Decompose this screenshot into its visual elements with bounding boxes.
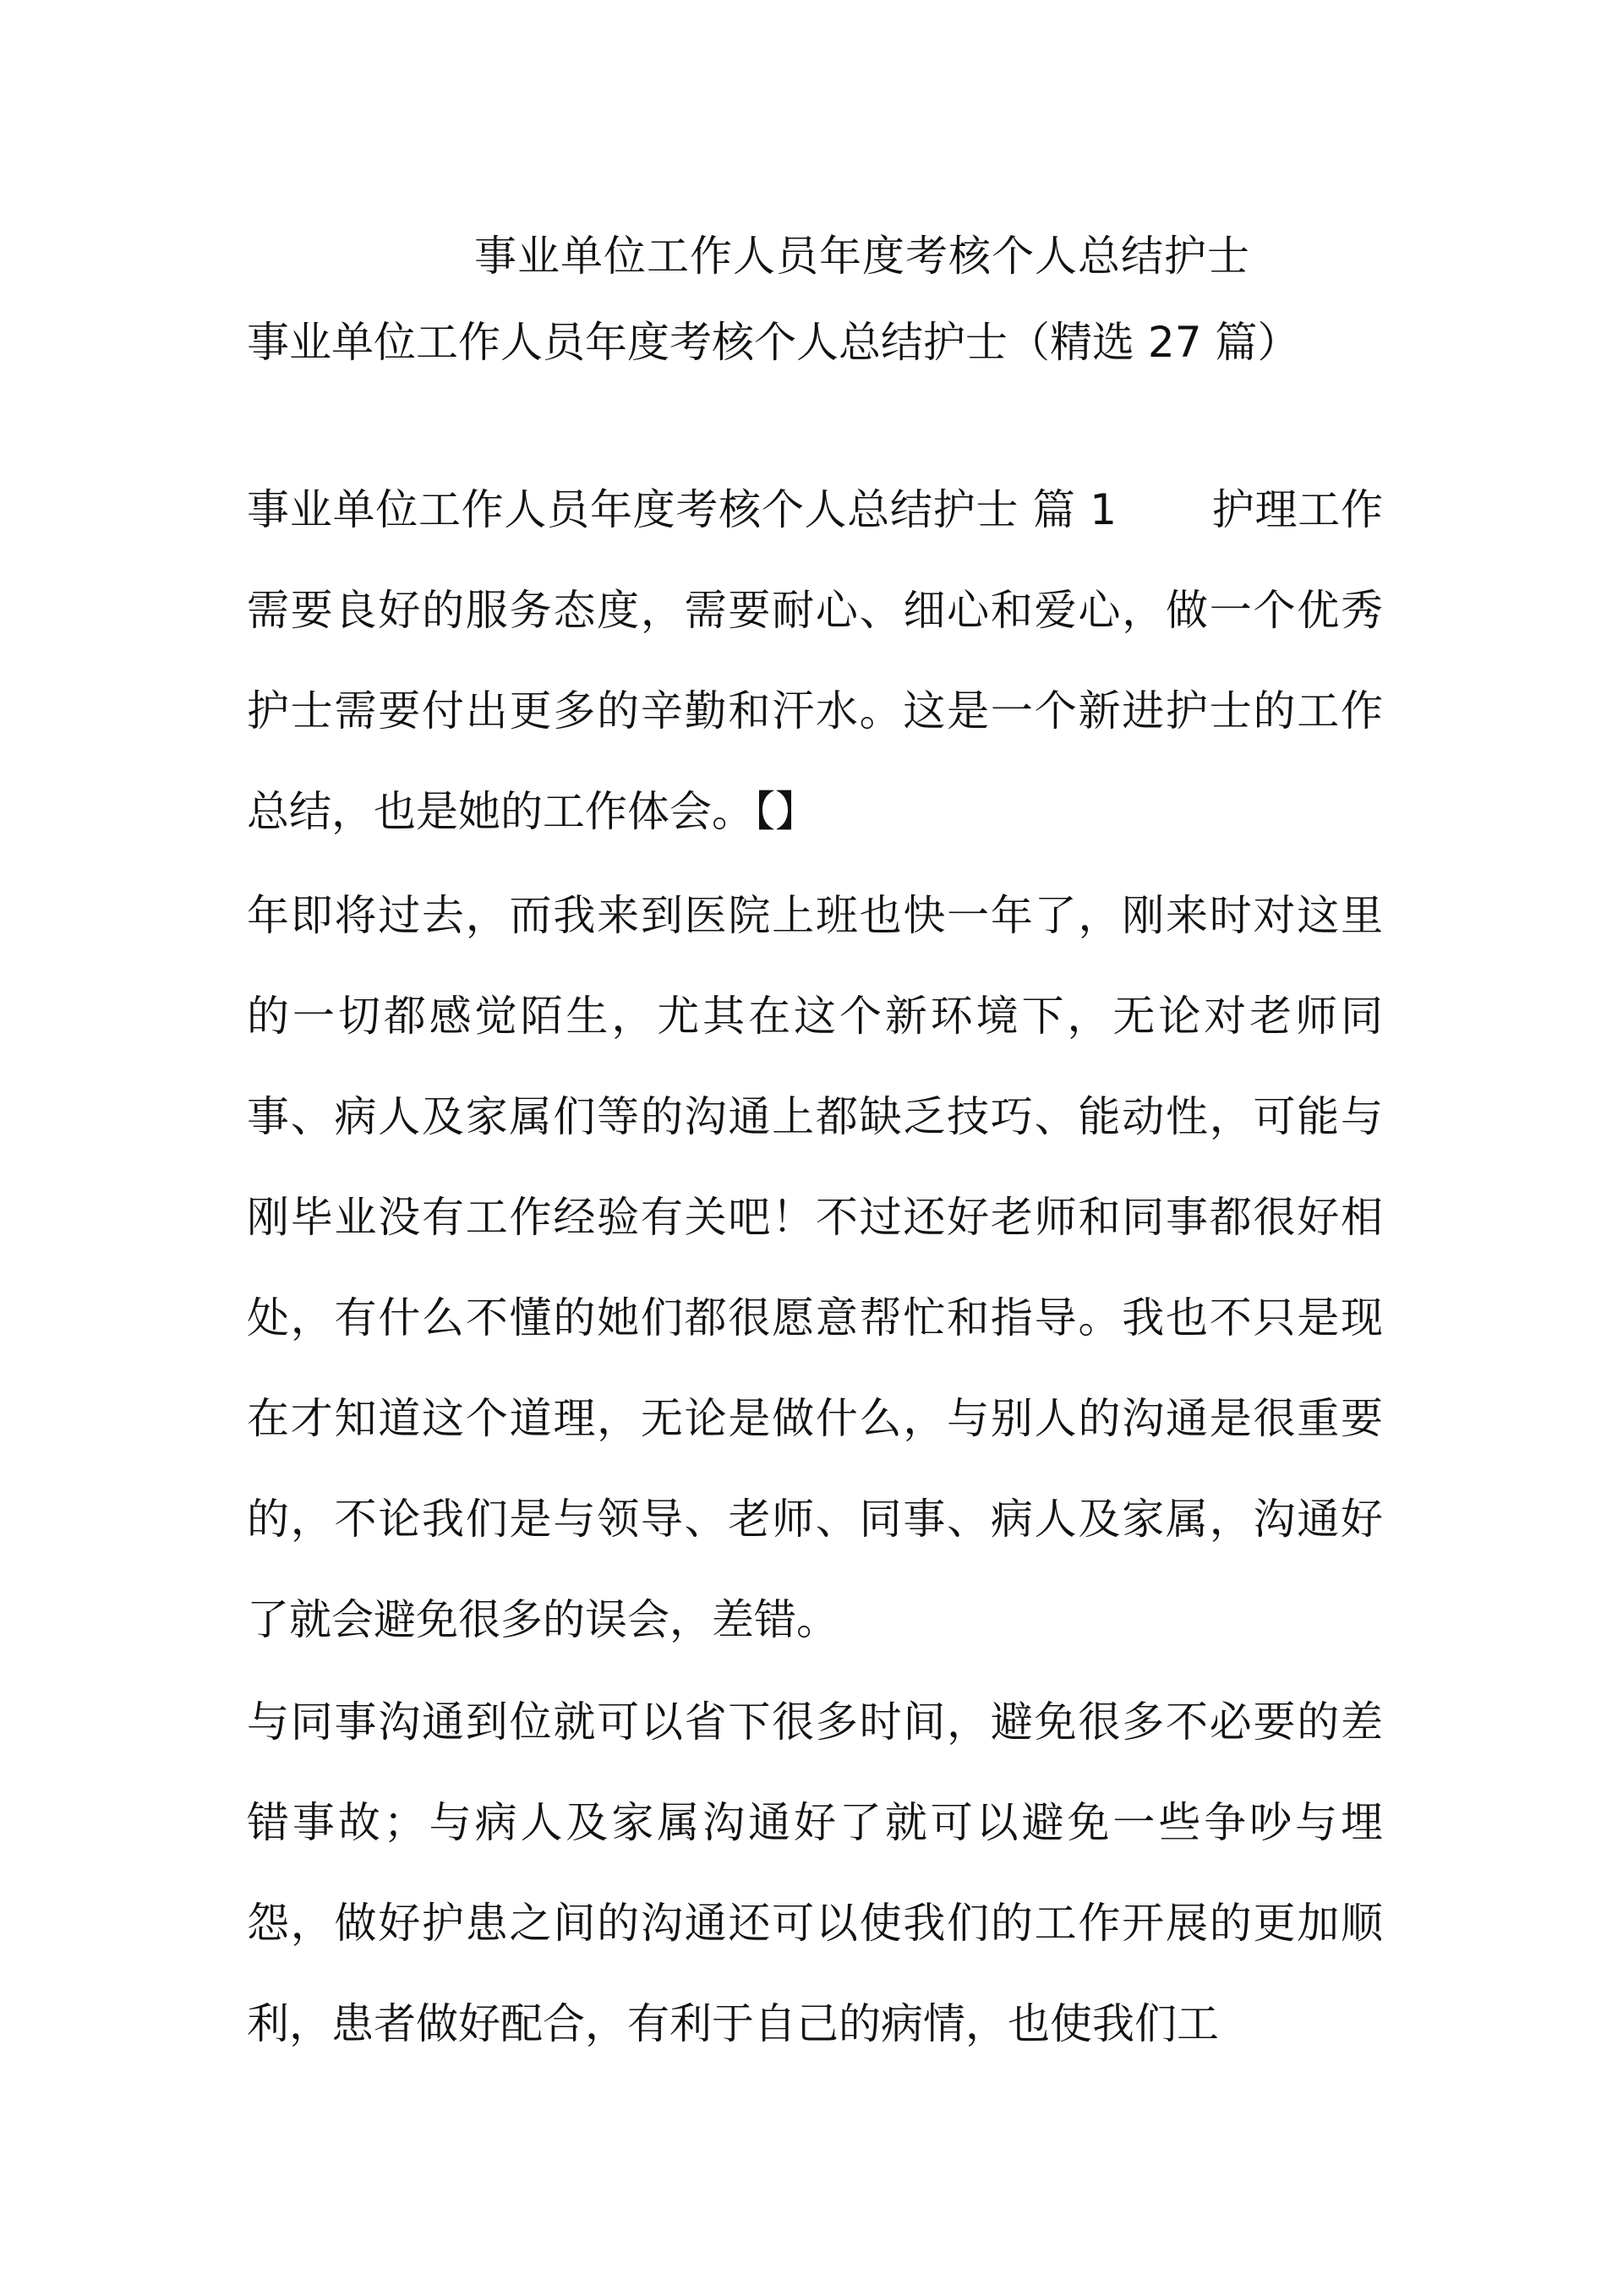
paragraph-1-text: 护理工作需要良好的服务态度，需要耐心、细心和爱心，做一个优秀护士需要付出更多的辛勤和汗水。这是一个新进护士的工作总结，也是她的工作体会。【】 [247,485,1383,836]
paragraph-1 [247,460,1383,862]
paragraph-2: 年即将过去，而我来到医院上班也快一年了，刚来时对这里的一切都感觉陌生，尤其在这个新环境下，无论对老师同事、病人及家属们等的沟通上都缺乏技巧、能动性，可能与刚毕业没有工作经验有关吧！不过还好老师和同事都很好相处，有什么不懂的她们都很愿意帮忙和指导。我也不只是现在才知道这个道理，无论是做什么，与别人的沟通是很重要的，不论我们是与领导、老师、同事、病人及家属，沟通好了就会避免很多的误会，差错。 [247,891,1383,1644]
document-title: 事业单位工作人员年度考核个人总结护士 [474,232,1250,281]
section-heading: 事业单位工作人员年度考核个人总结护士 篇 1 [247,485,1118,534]
document-subtitle: 事业单位工作人员年度考核个人总结护士（精选 27 篇） [247,318,1300,367]
paragraph-3: 与同事沟通到位就可以省下很多时间，避免很多不必要的差错事故；与病人及家属沟通好了就可以避免一些争吵与埋怨，做好护患之间的沟通还可以使我们的工作开展的更加顺利，患者做好配合，有利于自己的病情，也使我们工 [247,1697,1383,2048]
